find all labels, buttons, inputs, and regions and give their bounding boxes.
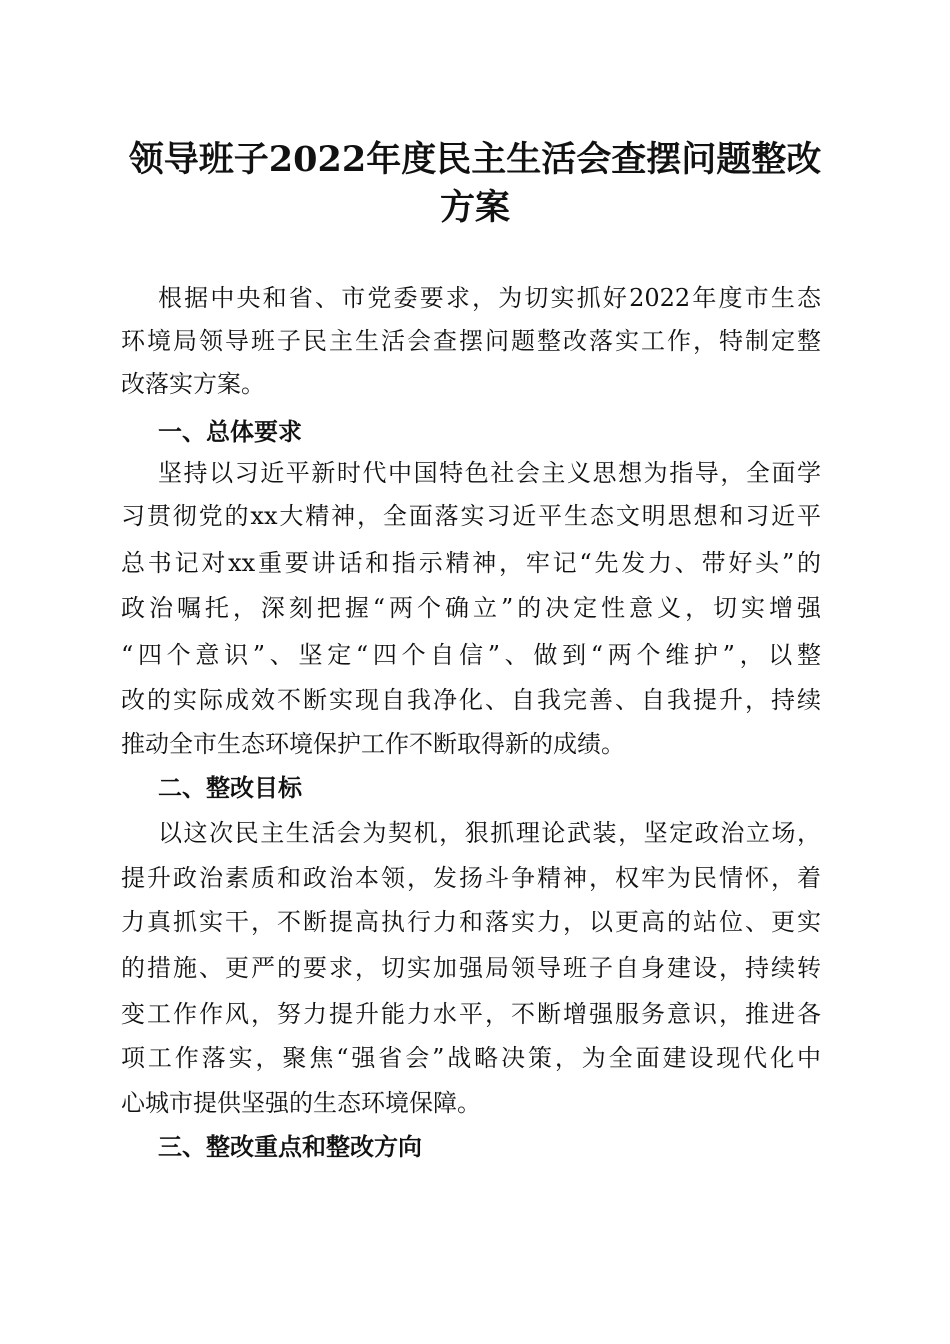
section2-line: 项工作落实，聚焦“强省会”战略决策，为全面建设现代化中 [121, 1044, 821, 1072]
section1-line: 坚持以习近平新时代中国特色社会主义思想为指导，全面学 [158, 459, 821, 487]
section2-line: 变工作作风，努力提升能力水平，不断增强服务意识，推进各 [121, 1000, 821, 1028]
document-title-line-2: 方案 [439, 187, 510, 228]
section-heading-3: 三、整改重点和整改方向 [158, 1133, 422, 1161]
section2-line: 以这次民主生活会为契机，狠抓理论武装，坚定政治立场， [158, 819, 821, 847]
section2-line: 提升政治素质和政治本领，发扬斗争精神，权牢为民情怀，着 [121, 864, 821, 892]
section2-line: 心城市提供坚强的生态环境保障。 [121, 1089, 481, 1117]
section1-line: 总书记对xx重要讲话和指示精神，牢记“先发力、带好头”的 [121, 549, 821, 577]
section1-line: 改的实际成效不断实现自我净化、自我完善、自我提升，持续 [121, 686, 821, 714]
intro-line: 环境局领导班子民主生活会查摆问题整改落实工作，特制定整 [121, 327, 821, 355]
section-heading-1: 一、总体要求 [158, 418, 302, 446]
section2-line: 力真抓实干，不断提高执行力和落实力，以更高的站位、更实 [121, 908, 821, 936]
section2-line: 的措施、更严的要求，切实加强局领导班子自身建设，持续转 [121, 954, 821, 982]
intro-line: 根据中央和省、市党委要求，为切实抓好2022年度市生态 [158, 284, 821, 312]
section1-line: 政治嘱托，深刻把握“两个确立”的决定性意义，切实增强 [121, 594, 821, 622]
document-title-line-1: 领导班子2022年度民主生活会查摆问题整改 [128, 139, 822, 180]
section-heading-2: 二、整改目标 [158, 774, 302, 802]
section1-line: “四个意识”、坚定“四个自信”、做到“两个维护”，以整 [121, 641, 821, 669]
intro-line: 改落实方案。 [121, 370, 265, 398]
section1-line: 推动全市生态环境保护工作不断取得新的成绩。 [121, 730, 625, 758]
section1-line: 习贯彻党的xx大精神，全面落实习近平生态文明思想和习近平 [121, 502, 821, 530]
